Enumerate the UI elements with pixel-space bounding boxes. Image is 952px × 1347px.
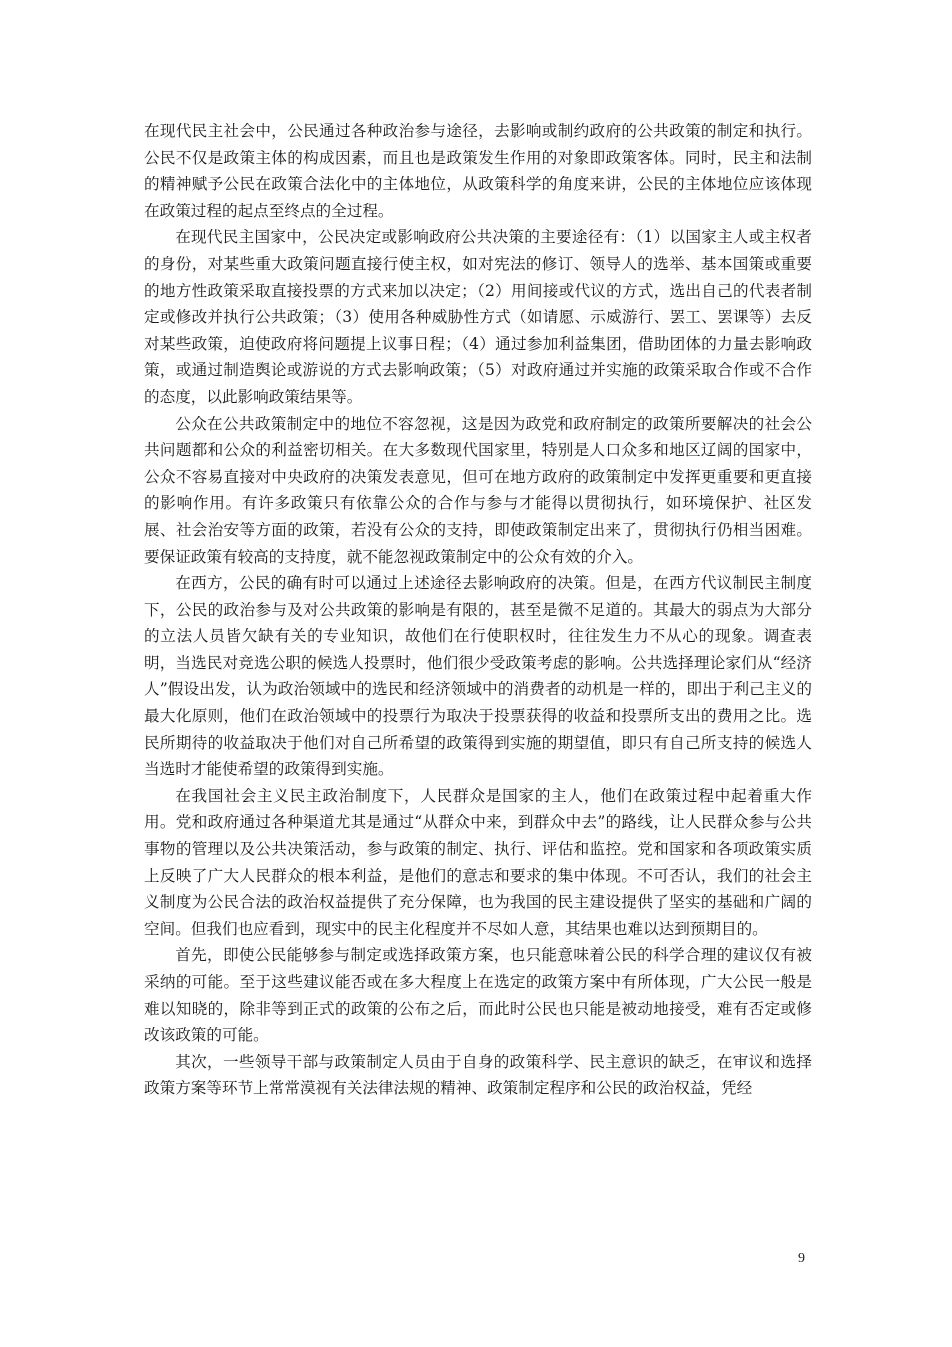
paragraph-participation-channels: 在现代民主国家中，公民决定或影响政府公共决策的主要途径有：（1）以国家主人或主权者的身份，对某些重大政策问题直接行使主权，如对宪法的修订、领导人的选举、基本国策或重要的地方性政策采取直接投票的方式来加以决定；（2）用间接或代议的方式，选出自己的代表者制定或修改并执行公共政策；（3）使用各种威胁性方式（如请愿、示威游行、罢工、罢课等）去反对某些政策，迫使政府将问题提上议事日程；（4）通过参加利益集团，借助团体的力量去影响政策，或通过制造舆论或游说的方式去影响政策；（5）对政府通过并实施的政策采取合作或不合作的态度，以此影响政策结果等。: [144, 228, 812, 406]
paragraph-public-role: 公众在公共政策制定中的地位不容忽视，这是因为政党和政府制定的政策所要解决的社会公共问题都和公众的利益密切相关。在大多数现代国家里，特别是人口众多和地区辽阔的国家中，公众不容易直接对中央政府的决策发表意见，但可在地方政府的政策制定中发挥更重要和更直接的影响作用。有许多政策只有依靠公众的合作与参与才能得以贯彻执行，如环境保护、社区发展、社会治安等方面的政策，若没有公众的支持，即使政策制定出来了，贯彻执行仍相当困难。要保证政策有较高的支持度，就不能忽视政策制定中的公众有效的介入。: [144, 414, 812, 566]
page-number: 9: [798, 1251, 805, 1266]
paragraph-second-point: 其次，一些领导干部与政策制定人员由于自身的政策科学、民主意识的缺乏，在审议和选择政策方案等环节上常常漠视有关法律法规的精神、政策制定程序和公民的政治权益，凭经: [144, 1052, 812, 1098]
paragraph-first-point: 首先，即使公民能够参与制定或选择政策方案，也只能意味着公民的科学合理的建议仅有被采纳的可能。至于这些建议能否或在多大程度上在选定的政策方案中有所体现，广大公民一般是难以知晓的，除非等到正式的政策的公布之后，而此时公民也只能是被动地接受，难有否定或修改该政策的可能。: [144, 946, 812, 1045]
body-text: [144, 118, 812, 1102]
paragraph-socialist-democracy: 在我国社会主义民主政治制度下，人民群众是国家的主人，他们在政策过程中起着重大作用。党和政府通过各种渠道尤其是通过“从群众中来，到群众中去”的路线，让人民群众参与公共事物的管理以及公共决策活动，参与政策的制定、执行、评估和监控。党和国家和各项政策实质上反映了广大人民群众的根本利益，是他们的意志和要求的集中体现。不可否认，我们的社会主义制度为公民合法的政治权益提供了充分保障，也为我国的民主建设提供了坚实的基础和广阔的空间。但我们也应看到，现实中的民主化程度并不尽如人意，其结果也难以达到预期目的。: [144, 786, 812, 938]
paragraph-western-democracy: 在西方，公民的确有时可以通过上述途径去影响政府的决策。但是，在西方代议制民主制度下，公民的政治参与及对公共政策的影响是有限的，甚至是微不足道的。其最大的弱点为大部分的立法人员皆欠缺有关的专业知识，故他们在行使职权时，往往发生力不从心的现象。调查表明，当选民对竞选公职的候选人投票时，他们很少受政策考虑的影响。公共选择理论家们从“经济人”假设出发，认为政治领域中的选民和经济领域中的消费者的动机是一样的，即出于利己主义的最大化原则，他们在政治领域中的投票行为取决于投票获得的收益和投票所支出的费用之比。选民所期待的收益取决于他们对自己所希望的政策得到实施的期望值，即只有自己所支持的候选人当选时才能使希望的政策得到实施。: [144, 574, 812, 779]
paragraph-intro: 在现代民主社会中，公民通过各种政治参与途径，去影响或制约政府的公共政策的制定和执行。公民不仅是政策主体的构成因素，而且也是政策发生作用的对象即政策客体。同时，民主和法制的精神赋予公民在政策合法化中的主体地位，从政策科学的角度来讲，公民的主体地位应该体现在政策过程的起点至终点的全过程。: [144, 122, 812, 220]
